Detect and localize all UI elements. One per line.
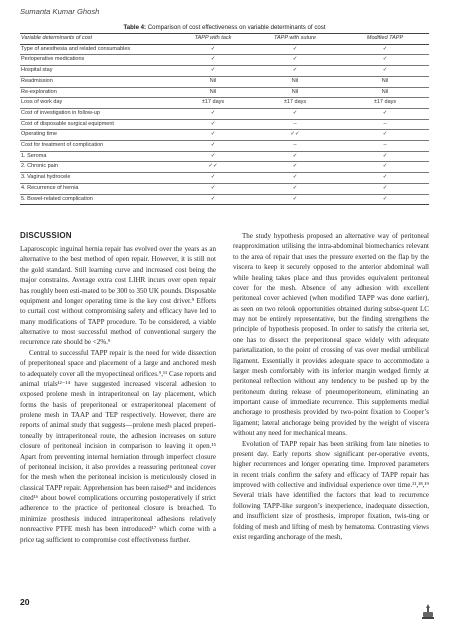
table-row bbox=[20, 66, 429, 77]
value-cell: ✓ bbox=[340, 162, 429, 173]
row-label-cell: Hospital stay bbox=[20, 66, 176, 77]
table-caption bbox=[20, 22, 429, 33]
body-paragraph: Central to successful TAPP repair is the need for wide dissection of preperitoneal space and placement of a large and anchored mesh to adequately cover all the myopectineal orifices.⁹,¹¹ Case reports and animal trials¹²⁻¹⁴ have suggested increased visceral adhesion to exposed prolene mesh in intraperitoneal on lay placement, which forms the basis of preperitoneal or extraperitoneal placement of prolene mesh in TAAP and TEP respectively. However, there are reports of animal study that suggests—prolene mesh placed preperi-toneally by intraperitoneal route, the adhesion increases on suture closure of peritoneal incision in comparison to leaving it open.¹⁵ Apart from preventing internal herniation through imperfect closure of peritoneal incision, it also provides a reassuring peritoneal cover for the mesh when the peritoneal incision is meticulously closed in classical TAPP repair. Apprehension has been raised¹⁶ and incidences cited¹⁶ about bowel complications occurring postoperatively if strict adherence to the practice of peritoneal closure is breached. To minimize prosthesis induced intraperitoneal adhesions relatively nonreactive PTFE mesh has been introduced¹⁷ which come with a price tag sufficient to compromise cost effectiveness further. bbox=[20, 348, 216, 544]
left-text-column bbox=[20, 231, 216, 545]
row-label-cell: Operating time bbox=[20, 130, 176, 141]
value-cell: ±17 days bbox=[249, 98, 340, 109]
value-cell: ✓✓ bbox=[176, 162, 249, 173]
value-cell: Nil bbox=[176, 87, 249, 98]
table-row bbox=[20, 76, 429, 87]
value-cell: ✓ bbox=[176, 119, 249, 130]
value-cell: Nil bbox=[340, 87, 429, 98]
table-caption-text: Comparison of cost effectiveness on variable determinants of cost bbox=[147, 24, 326, 31]
value-cell: ✓ bbox=[249, 108, 340, 119]
table-row bbox=[20, 151, 429, 162]
row-label-cell: 3. Vaginal hydrocele bbox=[20, 173, 176, 184]
table-header-row bbox=[20, 34, 429, 45]
value-cell: ✓ bbox=[249, 55, 340, 66]
value-cell: – bbox=[249, 119, 340, 130]
value-cell: ✓ bbox=[340, 55, 429, 66]
value-cell: ✓ bbox=[176, 194, 249, 205]
column-header: Modified TAPP bbox=[340, 34, 429, 45]
row-label-cell: 1. Seroma bbox=[20, 151, 176, 162]
row-label-cell: 2. Chronic pain bbox=[20, 162, 176, 173]
table-row bbox=[20, 108, 429, 119]
value-cell: ✓ bbox=[176, 55, 249, 66]
value-cell: ✓ bbox=[340, 183, 429, 194]
section-heading: DISCUSSION bbox=[20, 231, 72, 240]
value-cell: – bbox=[340, 141, 429, 152]
table-row bbox=[20, 194, 429, 205]
row-label-cell: Type of anesthesia and related consumables bbox=[20, 44, 176, 55]
row-label-cell: Perioperative medications bbox=[20, 55, 176, 66]
value-cell: ✓ bbox=[176, 151, 249, 162]
value-cell: ✓ bbox=[340, 108, 429, 119]
row-label-cell: Re-exploration bbox=[20, 87, 176, 98]
row-label-cell: Cost of investigation in follow-up bbox=[20, 108, 176, 119]
value-cell: ✓ bbox=[176, 44, 249, 55]
right-text-column bbox=[233, 231, 429, 542]
value-cell: ✓ bbox=[340, 66, 429, 77]
table-row bbox=[20, 173, 429, 184]
row-label-cell: Loss of work day bbox=[20, 98, 176, 109]
row-label-cell: Cost for treatment of complication bbox=[20, 141, 176, 152]
value-cell: ✓✓ bbox=[249, 130, 340, 141]
value-cell: ✓ bbox=[176, 130, 249, 141]
value-cell: ✓ bbox=[340, 194, 429, 205]
value-cell: ✓ bbox=[249, 151, 340, 162]
value-cell: – bbox=[249, 141, 340, 152]
table-row bbox=[20, 162, 429, 173]
cost-comparison-table-section bbox=[20, 22, 429, 205]
value-cell: ✓ bbox=[340, 151, 429, 162]
table-row bbox=[20, 119, 429, 130]
value-cell: ±17 days bbox=[340, 98, 429, 109]
row-label-cell: 4. Recurrence of hernia bbox=[20, 183, 176, 194]
value-cell: ✓ bbox=[249, 173, 340, 184]
value-cell: ✓ bbox=[176, 66, 249, 77]
table-row bbox=[20, 55, 429, 66]
column-header: Variable determinants of cost bbox=[20, 34, 176, 45]
value-cell: ✓ bbox=[249, 66, 340, 77]
value-cell: ✓ bbox=[176, 108, 249, 119]
body-paragraph: Evolution of TAPP repair has been striking from late nineties to present day. Early reports show significant per-operative events, higher recurrences and longer operating time. Improved parameters in recent trials confirm the safety and efficacy of TAPP repair has improved with collective and individual experience over time.¹¹,¹⁸,¹⁹ Several trials have identified the factors that lead to recurrence following TAPP-like surgeon’s inexperience, inadequate dissection, and insufficient size of prosthesis, improper fixation, twis-ting or folding of mesh and lifting of mesh by hematoma. Contrasting views exist regarding anchorage of the mesh, bbox=[233, 439, 429, 541]
table-label: Table 4: bbox=[123, 24, 147, 31]
column-header: TAPP with suture bbox=[249, 34, 340, 45]
value-cell: Nil bbox=[340, 76, 429, 87]
value-cell: ✓ bbox=[176, 173, 249, 184]
body-paragraph: The study hypothesis proposed an alternative way of peritoneal reapproximation utilising the intra-abdominal biomechanics relevant to the area of repair that uses the pressure exerted on the flap by the viscera to keep it securely opposed to the anterior abdominal wall while healing takes place and thus provides equivalent peritoneal cover for the mesh. Absence of any adhesion with excellent peritoneal cover achieved (when modified TAPP was done earlier), as seen on two relook opportunities obtained during subse-quent LC may not be entirely representative, but the finding strengthens the principle of hypothesis proposed. In order to satisfy the criteria set, one has to dissect the preperitoneal space widely with adequate parietalization, to the point of crossing of vas over medial umbilical ligament. Essentially it provides adequate space to accommodate a larger mesh comfortably with its inferior margin wedged firmly at peritoneal reflection without any tendency to be pushed up by the peritoneum during release of pneumoperitoneum, eliminating an important cause of immediate recurrence. This supplements medial anchorage to prosthesis provided by two-point fixation to Cooper’s ligament; lateral anchorage being provided by the weight of viscera without any need for mechanical means. bbox=[233, 232, 429, 438]
body-paragraph: Laparoscopic inguinal hernia repair has evolved over the years as an alternative to the best method of open repair. However, it is still not the gold standard. Still learning curve and increased cost being the major constrains. Average extra cost LIHR incurs over open repair has roughly been esti-mated to be 300 to 350 UK pounds. Disposable equipment and longer operating time is the key cost driver.⁹ Efforts to curtail cost without compromising safety and efficacy have led to many modifications of TAPP procedure. To be considered, a viable alternative to most successful method of conventional surgery the recurrence rate should be <2%.⁹ bbox=[20, 245, 216, 347]
page-number: 20 bbox=[20, 597, 30, 607]
row-label-cell: Cost of disposable surgical equipment bbox=[20, 119, 176, 130]
value-cell: – bbox=[340, 119, 429, 130]
value-cell: ✓ bbox=[340, 173, 429, 184]
table-row bbox=[20, 98, 429, 109]
value-cell: ✓ bbox=[249, 44, 340, 55]
value-cell: ✓ bbox=[340, 130, 429, 141]
row-label-cell: Readmission bbox=[20, 76, 176, 87]
table-row bbox=[20, 87, 429, 98]
publisher-logo-icon bbox=[421, 603, 435, 620]
table-row bbox=[20, 141, 429, 152]
table-row bbox=[20, 130, 429, 141]
table-row bbox=[20, 44, 429, 55]
value-cell: ✓ bbox=[176, 141, 249, 152]
value-cell: Nil bbox=[249, 76, 340, 87]
value-cell: Nil bbox=[176, 76, 249, 87]
running-header-author: Sumanta Kumar Ghosh bbox=[20, 7, 100, 16]
column-header: TAPP with tack bbox=[176, 34, 249, 45]
value-cell: ✓ bbox=[249, 194, 340, 205]
cost-comparison-table bbox=[20, 33, 429, 205]
table-row bbox=[20, 183, 429, 194]
value-cell: ✓ bbox=[176, 183, 249, 194]
value-cell: ✓ bbox=[249, 183, 340, 194]
value-cell: Nil bbox=[249, 87, 340, 98]
value-cell: ±17 days bbox=[176, 98, 249, 109]
value-cell: ✓ bbox=[249, 162, 340, 173]
value-cell: ✓ bbox=[340, 44, 429, 55]
row-label-cell: 5. Bowel-related complication bbox=[20, 194, 176, 205]
